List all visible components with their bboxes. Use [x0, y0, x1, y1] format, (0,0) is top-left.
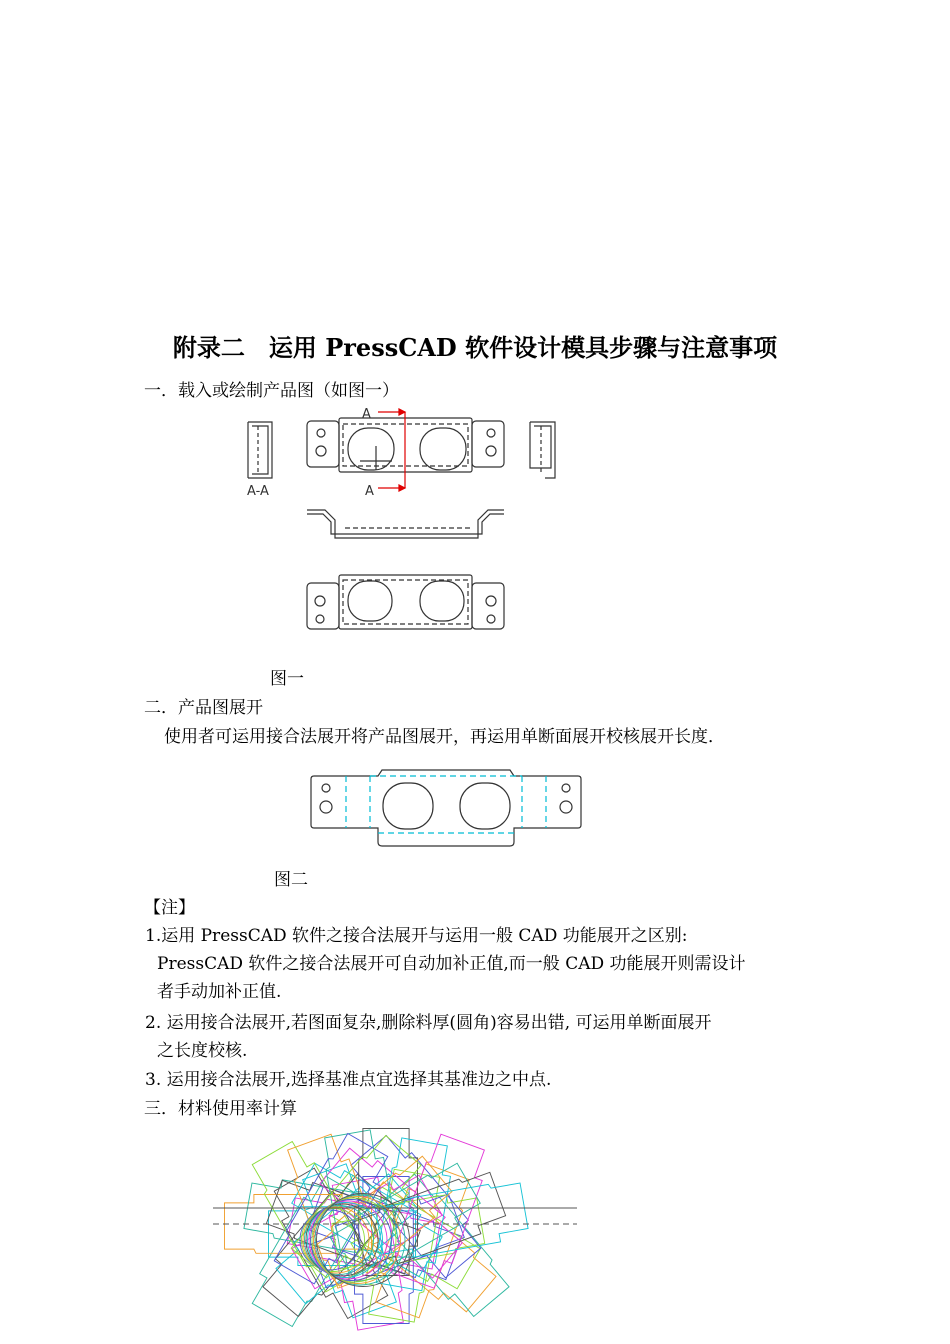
- section-name-label: A-A: [247, 484, 269, 499]
- section-mark-top: A: [362, 407, 371, 422]
- figure-2-drawing: [0, 760, 950, 860]
- note-1-line-2: PressCAD 软件之接合法展开可自动加补正值,而一般 CAD 功能展开则需设计: [157, 954, 746, 974]
- note-1-line-3: 者手动加补正值.: [157, 982, 282, 1002]
- section-3-heading: 三．材料使用率计算: [144, 1099, 297, 1119]
- section-2-body: 使用者可运用接合法展开将产品图展开，再运用单断面展开校核展开长度．: [164, 727, 725, 747]
- note-2-line-2: 之长度校核.: [157, 1041, 248, 1061]
- note-1-line-1: 1.运用 PressCAD 软件之接合法展开与运用一般 CAD 功能展开之区别:: [145, 926, 688, 946]
- figure-3-nesting-drawing: [205, 1124, 585, 1344]
- section-2-heading: 二．产品图展开: [144, 698, 263, 718]
- note-3-line-1: 3. 运用接合法展开,选择基准点宜选择其基准边之中点.: [145, 1070, 552, 1090]
- figure-1-caption: 图一: [270, 669, 304, 689]
- figure-2-caption: 图二: [274, 870, 308, 890]
- section-1-heading: 一．载入或绘制产品图（如图一）: [144, 381, 399, 401]
- notes-heading: 【注】: [144, 898, 195, 918]
- figure-1-drawing: [0, 400, 950, 650]
- page-title: 附录二 运用 PressCAD 软件设计模具步骤与注意事项: [172, 333, 778, 362]
- note-2-line-1: 2. 运用接合法展开,若图面复杂,删除料厚(圆角)容易出错, 可运用单断面展开: [145, 1013, 712, 1033]
- section-mark-bottom: A: [365, 484, 374, 499]
